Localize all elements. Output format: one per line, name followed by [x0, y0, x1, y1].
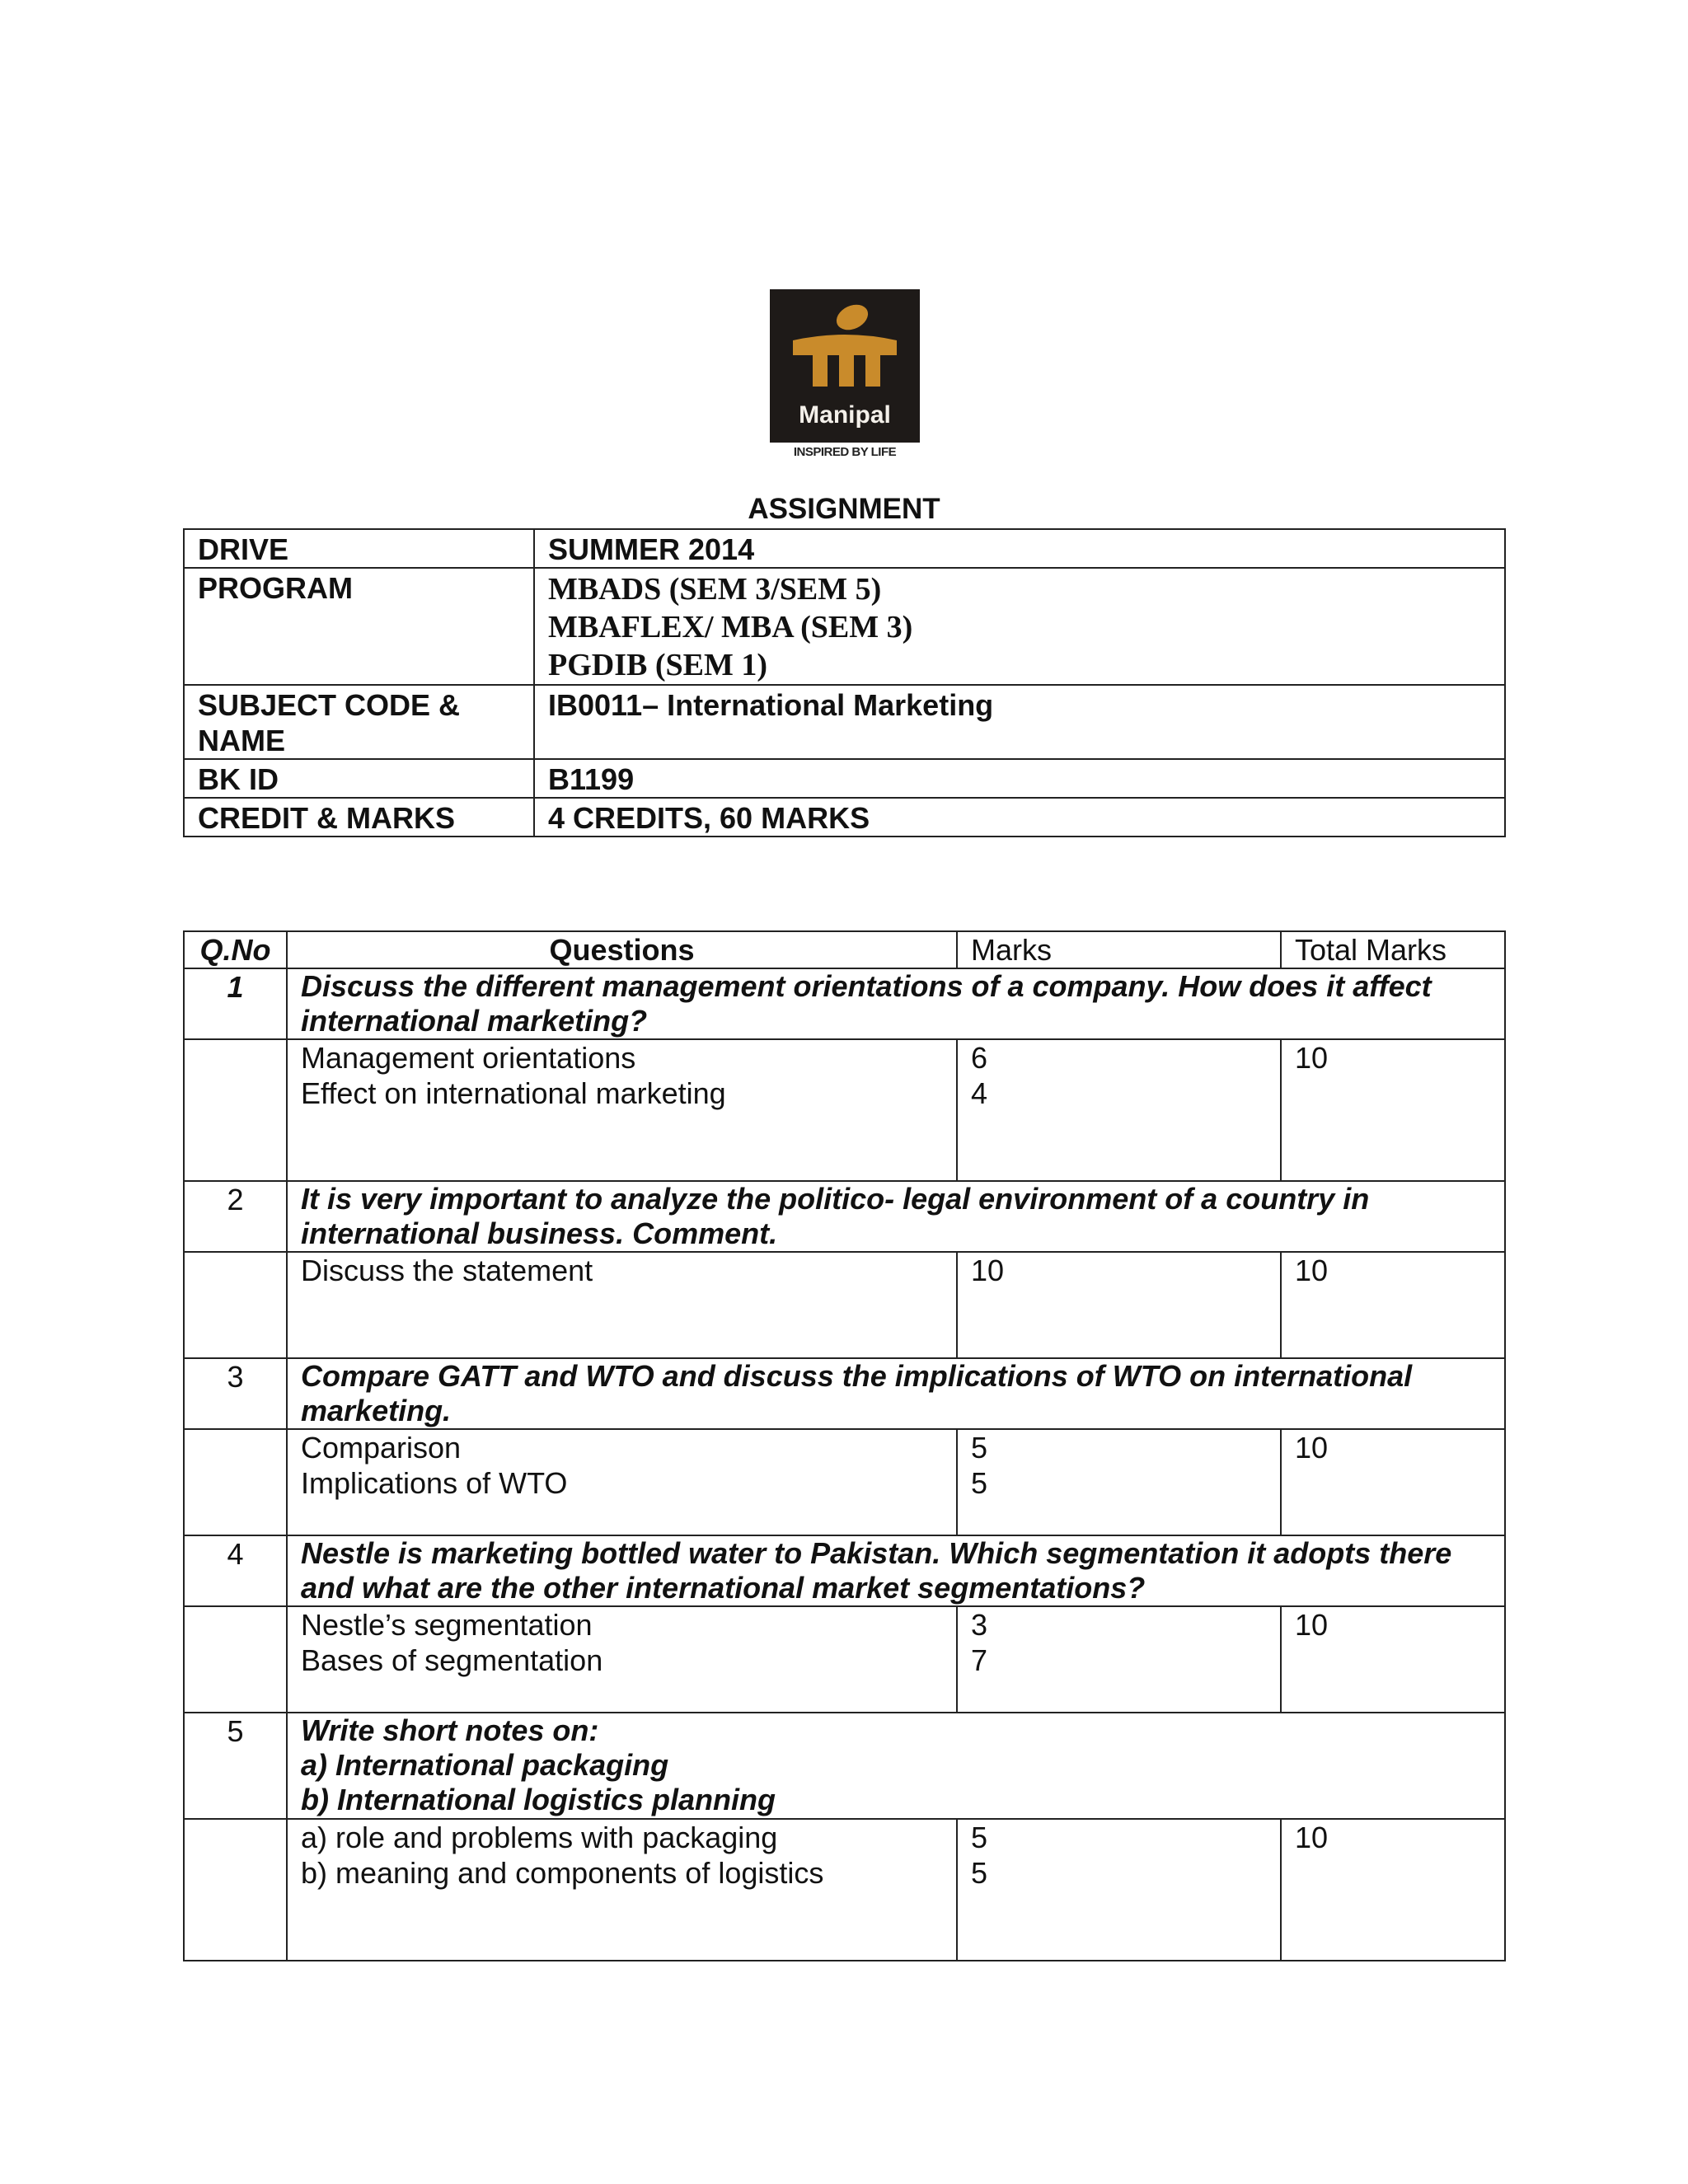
bkid-label: BK ID — [184, 759, 534, 798]
logo-wordmark: Manipal — [799, 401, 891, 429]
program-row — [184, 568, 1505, 685]
question-number: 4 — [184, 1535, 287, 1606]
subject-value: IB0011– International Marketing — [534, 685, 1505, 759]
drive-row — [184, 529, 1505, 568]
mark-value: 6 — [971, 1041, 988, 1075]
question-line: Write short notes on: — [301, 1713, 599, 1747]
empty-cell — [184, 1819, 287, 1961]
credit-row — [184, 798, 1505, 837]
program-line: MBADS (SEM 3/SEM 5) — [548, 572, 882, 607]
question-number: 3 — [184, 1358, 287, 1429]
empty-cell — [184, 1606, 287, 1713]
question-line: international business. Comment. — [301, 1216, 778, 1250]
marks-cell — [957, 1606, 1281, 1713]
criterion: Comparison — [301, 1431, 462, 1465]
total-marks-cell: 10 — [1281, 1819, 1505, 1961]
question-line: and what are the other international market segmentations? — [301, 1571, 1146, 1605]
question-number: 5 — [184, 1713, 287, 1819]
criterion: Effect on international marketing — [301, 1076, 726, 1110]
subject-label-line: SUBJECT CODE & — [198, 688, 461, 722]
question-text — [287, 1181, 1505, 1252]
question-line: It is very important to analyze the politico- legal environment of a country in — [301, 1182, 1370, 1216]
criteria-cell — [287, 1429, 957, 1535]
criterion: a) role and problems with packaging — [301, 1821, 778, 1854]
criteria-cell — [287, 1039, 957, 1181]
mark-value: 4 — [971, 1076, 988, 1110]
criterion: Bases of segmentation — [301, 1643, 603, 1677]
criteria-row — [184, 1252, 1505, 1358]
criteria-cell — [287, 1819, 957, 1961]
mark-value: 5 — [971, 1466, 988, 1500]
question-text — [287, 1358, 1505, 1429]
criteria-cell — [287, 1606, 957, 1713]
questions-table — [183, 930, 1506, 1961]
page-title: ASSIGNMENT — [748, 493, 940, 525]
question-line: a) International packaging — [301, 1748, 669, 1782]
credit-label: CREDIT & MARKS — [184, 798, 534, 837]
mark-value: 5 — [971, 1821, 988, 1854]
mark-value: 5 — [971, 1856, 988, 1890]
marks-cell — [957, 1039, 1281, 1181]
question-row — [184, 1358, 1505, 1429]
header-marks: Marks — [957, 931, 1281, 968]
criterion: Management orientations — [301, 1041, 636, 1075]
question-line: marketing. — [301, 1394, 452, 1427]
marks-cell — [957, 1429, 1281, 1535]
question-number: 2 — [184, 1181, 287, 1252]
logo-tagline: INSPIRED BY LIFE — [793, 445, 897, 459]
total-marks-cell: 10 — [1281, 1606, 1505, 1713]
criterion: Implications of WTO — [301, 1466, 568, 1500]
criteria-row — [184, 1606, 1505, 1713]
question-row — [184, 1535, 1505, 1606]
total-marks-cell: 10 — [1281, 1252, 1505, 1358]
questions-header-row — [184, 931, 1505, 968]
subject-row — [184, 685, 1505, 759]
mark-value: 7 — [971, 1643, 988, 1677]
manipal-logo — [770, 289, 920, 461]
marks-cell — [957, 1819, 1281, 1961]
criterion: Discuss the statement — [301, 1254, 593, 1287]
empty-cell — [184, 1039, 287, 1181]
drive-label: DRIVE — [184, 529, 534, 568]
mark-value: 10 — [971, 1254, 1005, 1287]
header-qno: Q.No — [184, 931, 287, 968]
empty-cell — [184, 1252, 287, 1358]
question-row — [184, 1713, 1505, 1819]
question-line: b) International logistics planning — [301, 1783, 776, 1816]
subject-label — [184, 685, 534, 759]
program-line: MBAFLEX/ MBA (SEM 3) — [548, 610, 913, 644]
program-line: PGDIB (SEM 1) — [548, 648, 767, 682]
criteria-row — [184, 1819, 1505, 1961]
criteria-cell — [287, 1252, 957, 1358]
criterion: b) meaning and components of logistics — [301, 1856, 824, 1890]
marks-cell — [957, 1252, 1281, 1358]
program-value — [534, 568, 1505, 685]
total-marks-cell: 10 — [1281, 1429, 1505, 1535]
criteria-row — [184, 1039, 1505, 1181]
mark-value: 5 — [971, 1431, 988, 1465]
assignment-info-table — [183, 528, 1506, 837]
bkid-row — [184, 759, 1505, 798]
subject-label-line: NAME — [198, 724, 285, 757]
credit-value: 4 CREDITS, 60 MARKS — [534, 798, 1505, 837]
question-line: Nestle is marketing bottled water to Pakistan. Which segmentation it adopts there — [301, 1536, 1452, 1570]
header-total-marks: Total Marks — [1281, 931, 1505, 968]
question-line: international marketing? — [301, 1004, 648, 1038]
question-text — [287, 968, 1505, 1039]
question-line: Compare GATT and WTO and discuss the implications of WTO on international — [301, 1359, 1413, 1393]
header-questions: Questions — [287, 931, 957, 968]
question-number: 1 — [184, 968, 287, 1039]
drive-value: SUMMER 2014 — [534, 529, 1505, 568]
program-label: PROGRAM — [184, 568, 534, 685]
question-line: Discuss the different management orientations of a company. How does it affect — [301, 969, 1432, 1003]
question-row — [184, 1181, 1505, 1252]
question-text — [287, 1535, 1505, 1606]
total-marks-cell: 10 — [1281, 1039, 1505, 1181]
criteria-row — [184, 1429, 1505, 1535]
empty-cell — [184, 1429, 287, 1535]
criterion: Nestle’s segmentation — [301, 1608, 593, 1642]
question-text — [287, 1713, 1505, 1819]
question-row — [184, 968, 1505, 1039]
mark-value: 3 — [971, 1608, 988, 1642]
bkid-value: B1199 — [534, 759, 1505, 798]
